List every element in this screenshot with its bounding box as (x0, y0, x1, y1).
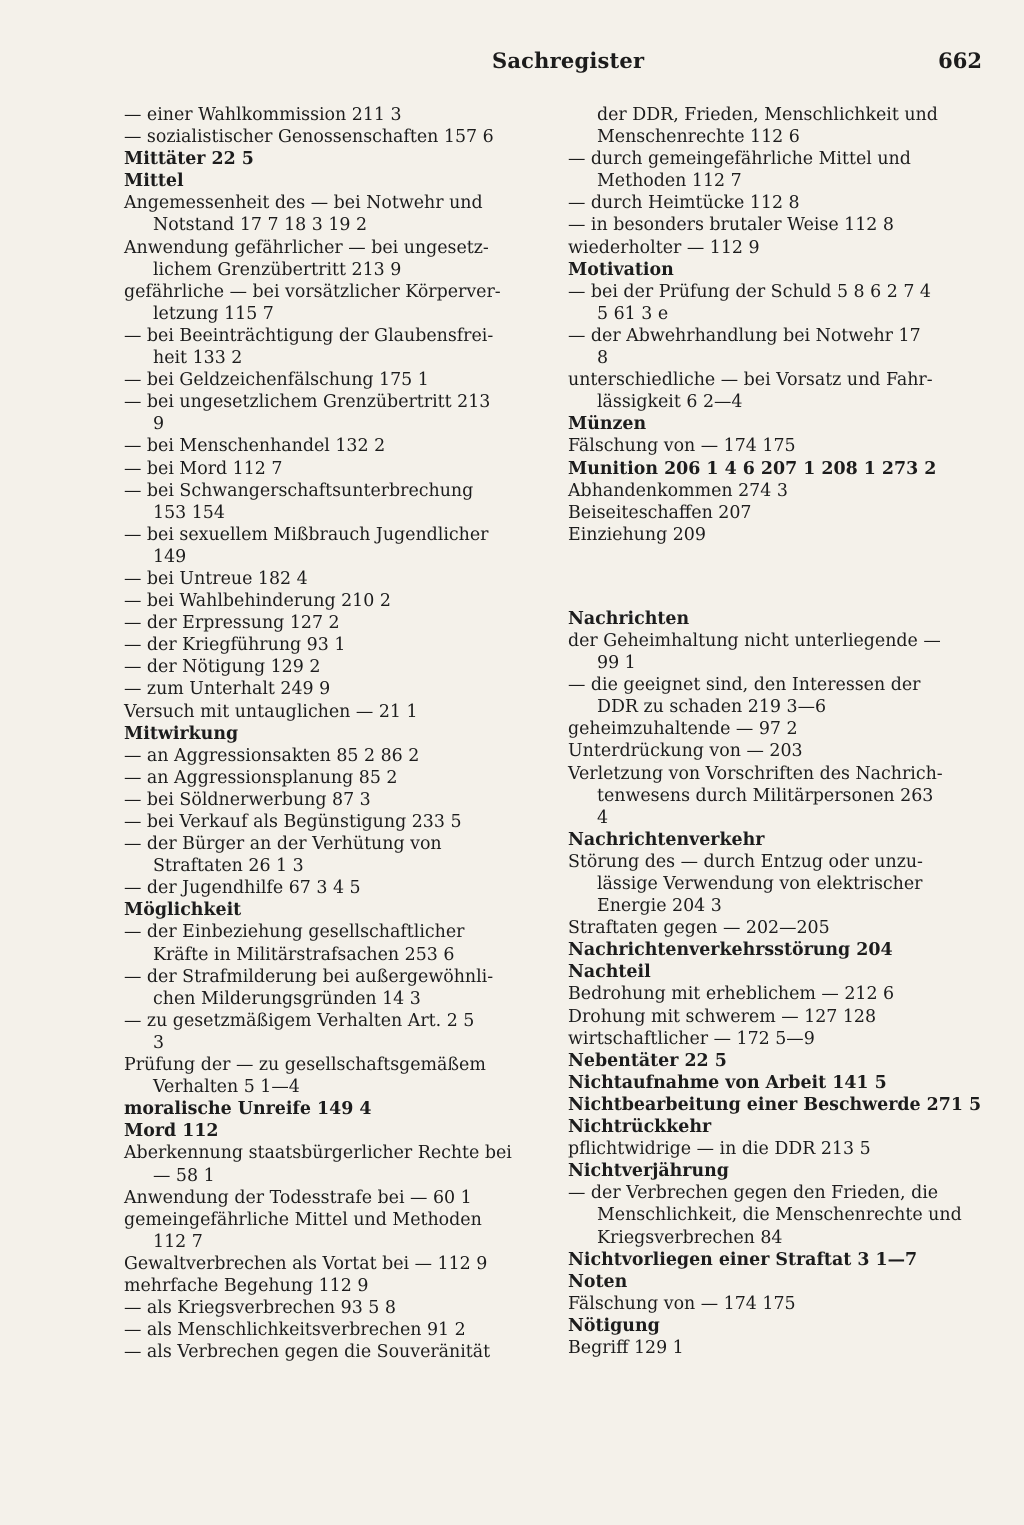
index-entry (124, 524, 544, 546)
index-entry (568, 435, 988, 457)
index-entry-text: lässigkeit 6 2—4 (597, 392, 743, 413)
index-entry (124, 1209, 544, 1231)
index-entry-text: Mittäter 22 5 (124, 149, 254, 170)
index-entry (124, 281, 544, 303)
index-entry-text: Methoden 112 7 (597, 171, 742, 192)
index-entry (568, 630, 988, 652)
index-entry-text: lässige Verwendung von elektrischer (597, 874, 923, 894)
index-entry (568, 873, 988, 895)
index-heading (568, 458, 988, 480)
index-entry (568, 347, 988, 369)
index-entry (124, 988, 544, 1010)
index-entry (568, 281, 988, 303)
index-entry-text: — der Kriegführung 93 1 (124, 635, 346, 656)
index-heading (568, 1271, 988, 1293)
index-entry-text: mehrfache Begehung 112 9 (124, 1275, 369, 1296)
index-entry-text: — bei Beeinträchtigung der Glaubensfrei- (124, 325, 494, 346)
index-entry-text: Einziehung 209 (568, 524, 706, 545)
index-entry (568, 740, 988, 762)
index-entry (124, 612, 544, 634)
index-entry-text: Nötigung (568, 1315, 660, 1336)
index-entry (124, 590, 544, 612)
index-entry (568, 674, 988, 696)
index-column-left (124, 104, 544, 1363)
index-entry (568, 785, 988, 807)
index-heading (124, 723, 544, 745)
index-entry-text: Nachrichtenverkehr (568, 829, 765, 850)
index-entry-text: — sozialistischer Genossenschaften 157 6 (124, 127, 494, 148)
index-entry-text: — bei Mord 112 7 (124, 458, 283, 479)
index-heading (568, 1160, 988, 1182)
index-entry (568, 1204, 988, 1226)
index-entry-text: Prüfung der — zu gesellschaftsgemäßem (124, 1055, 486, 1076)
index-heading (124, 1098, 544, 1120)
index-entry-text: — an Aggressionsakten 85 2 86 2 (124, 745, 420, 766)
index-entry (124, 126, 544, 148)
index-entry (568, 1006, 988, 1028)
index-entry (568, 391, 988, 413)
index-entry-text: geheimzuhaltende — 97 2 (568, 719, 798, 740)
index-entry-text: — bei sexuellem Mißbrauch Jugendlicher (124, 524, 489, 545)
index-entry-text: — bei ungesetzlichem Grenzübertritt 213 (124, 392, 491, 413)
index-entry-text: Notstand 17 7 18 3 19 2 (153, 215, 368, 236)
index-entry-text: Straftaten 26 1 3 (153, 856, 304, 877)
index-entry-text: — bei der Prüfung der Schuld 5 8 6 2 7 4 (568, 281, 931, 302)
index-entry (124, 1275, 544, 1297)
index-entry-text: letzung 115 7 (153, 303, 274, 324)
index-entry (568, 148, 988, 170)
index-entry (568, 170, 988, 192)
index-entry-text: 112 7 (153, 1231, 203, 1252)
index-entry-text: 3 (153, 1032, 165, 1053)
index-entry-text: — an Aggressionsplanung 85 2 (124, 767, 398, 788)
index-entry (124, 656, 544, 678)
index-entry-text: Mitwirkung (124, 723, 239, 744)
index-entry (124, 391, 544, 413)
index-entry (124, 237, 544, 259)
index-entry-text: — bei Untreue 182 4 (124, 568, 308, 589)
index-entry-text: — durch Heimtücke 112 8 (568, 193, 800, 214)
index-entry-text: 5 61 3 e (597, 303, 669, 324)
index-entry-text: Nebentäter 22 5 (568, 1050, 727, 1071)
index-entry (124, 1297, 544, 1319)
index-entry-text: 4 (597, 807, 609, 828)
index-entry-text: — der Nötigung 129 2 (124, 657, 321, 678)
index-entry-text: gefährliche — bei vorsätzlicher Körperver- (124, 281, 501, 302)
index-entry (124, 1032, 544, 1054)
index-entry-text: — der Verbrechen gegen den Frieden, die (568, 1183, 939, 1204)
index-heading (124, 170, 544, 192)
index-entry (568, 696, 988, 718)
index-entry-text: — 58 1 (153, 1165, 215, 1186)
index-entry-text: Bedrohung mit erheblichem — 212 6 (568, 984, 895, 1005)
index-entry-text: Anwendung der Todesstrafe bei — 60 1 (124, 1187, 472, 1208)
index-entry (568, 763, 988, 785)
index-entry (568, 214, 988, 236)
index-entry-text: 149 (153, 546, 187, 567)
index-entry-text: — der Erpressung 127 2 (124, 613, 340, 634)
index-entry (124, 480, 544, 502)
index-entry (124, 435, 544, 457)
index-entry (124, 877, 544, 899)
index-column-right (568, 104, 988, 1359)
index-heading (568, 1249, 988, 1271)
index-entry (124, 1341, 544, 1363)
index-entry (124, 502, 544, 524)
index-entry (568, 369, 988, 391)
index-entry-text: — zu gesetzmäßigem Verhalten Art. 2 5 (124, 1010, 475, 1031)
index-heading (568, 939, 988, 961)
index-entry (568, 524, 988, 546)
index-heading (568, 1116, 988, 1138)
index-entry (124, 568, 544, 590)
index-entry-text: Menschlichkeit, die Menschenrechte und (597, 1205, 962, 1226)
index-entry-text: Verletzung von Vorschriften des Nachrich- (568, 763, 943, 784)
index-entry (568, 1028, 988, 1050)
index-entry-text: Mord 112 (124, 1121, 219, 1142)
index-entry (124, 966, 544, 988)
index-entry (124, 546, 544, 568)
index-entry (568, 1293, 988, 1315)
index-entry-text: Fälschung von — 174 175 (568, 1293, 796, 1314)
index-entry-text: Motivation (568, 259, 674, 280)
index-entry-text: Munition 206 1 4 6 207 1 208 1 273 2 (568, 458, 937, 479)
index-entry-text: — in besonders brutaler Weise 112 8 (568, 215, 894, 236)
index-entry-text: der DDR, Frieden, Menschlichkeit und (597, 105, 938, 125)
index-entry (568, 895, 988, 917)
index-entry-text: — einer Wahlkommission 211 3 (124, 105, 402, 125)
index-entry-text: 9 (153, 414, 165, 435)
index-entry (568, 126, 988, 148)
index-entry-text: Aberkennung staatsbürgerlicher Rechte bei (124, 1143, 512, 1164)
page-number: 662 (938, 48, 982, 73)
index-heading (568, 608, 988, 630)
index-entry-text: Versuch mit untauglichen — 21 1 (124, 701, 418, 722)
index-entry-text: — der Strafmilderung bei außergewöhnli- (124, 966, 494, 987)
index-entry (568, 718, 988, 740)
page-header (0, 48, 1024, 82)
index-entry (568, 480, 988, 502)
index-entry (124, 1187, 544, 1209)
index-entry (124, 833, 544, 855)
index-entry (124, 789, 544, 811)
index-entry (124, 1054, 544, 1076)
index-entry-text: — bei Wahlbehinderung 210 2 (124, 591, 391, 612)
index-entry (568, 851, 988, 873)
index-entry (124, 701, 544, 723)
index-entry (568, 1227, 988, 1249)
index-entry-text: Noten (568, 1271, 628, 1292)
index-entry-text: Angemessenheit des — bei Notwehr und (124, 193, 483, 214)
index-heading (124, 1120, 544, 1142)
index-entry (124, 634, 544, 656)
index-entry-text: — als Menschlichkeitsverbrechen 91 2 (124, 1320, 466, 1341)
index-heading (568, 1072, 988, 1094)
index-entry (124, 944, 544, 966)
index-entry-text: Nachrichten (568, 608, 690, 629)
index-entry (124, 104, 544, 126)
index-entry (124, 325, 544, 347)
index-entry-text: Verhalten 5 1—4 (153, 1077, 300, 1098)
index-entry-text: — die geeignet sind, den Interessen der (568, 675, 921, 696)
index-entry-text: — der Bürger an der Verhütung von (124, 834, 442, 855)
index-heading (124, 899, 544, 921)
index-entry (124, 767, 544, 789)
index-entry (124, 855, 544, 877)
index-entry-text: — der Einbeziehung gesellschaftlicher (124, 922, 465, 943)
index-entry (568, 652, 988, 674)
index-entry-text: Nichtverjährung (568, 1161, 729, 1182)
index-entry-text: Nichtvorliegen einer Straftat 3 1—7 (568, 1249, 918, 1270)
index-entry (124, 745, 544, 767)
index-entry-text: Nichtaufnahme von Arbeit 141 5 (568, 1072, 887, 1093)
index-entry (124, 1231, 544, 1253)
index-entry-text: Nichtrückkehr (568, 1117, 712, 1138)
index-entry (568, 807, 988, 829)
index-entry (124, 1319, 544, 1341)
index-entry-text: — als Verbrechen gegen die Souveränität (124, 1342, 491, 1363)
index-entry-text: 8 (597, 348, 609, 369)
index-entry-text: Straftaten gegen — 202—205 (568, 918, 830, 939)
index-entry-text: Störung des — durch Entzug oder unzu- (568, 851, 923, 872)
index-entry (124, 1253, 544, 1275)
index-entry-text: moralische Unreife 149 4 (124, 1099, 372, 1120)
index-entry (124, 259, 544, 281)
index-entry-text: Kriegsverbrechen 84 (597, 1227, 783, 1248)
index-entry-text: tenwesens durch Militärpersonen 263 (597, 785, 934, 806)
index-entry-text: gemeingefährliche Mittel und Methoden (124, 1209, 482, 1230)
index-entry (124, 192, 544, 214)
index-entry-text: pflichtwidrige — in die DDR 213 5 (568, 1139, 871, 1160)
index-entry (124, 303, 544, 325)
index-entry-text: — als Kriegsverbrechen 93 5 8 (124, 1298, 396, 1319)
index-entry (124, 347, 544, 369)
index-entry (124, 921, 544, 943)
index-entry (568, 502, 988, 524)
index-entry-text: Nachteil (568, 962, 651, 983)
index-entry-text: Anwendung gefährlicher — bei ungesetz- (124, 237, 489, 258)
index-entry-text: unterschiedliche — bei Vorsatz und Fahr- (568, 370, 933, 391)
index-entry (124, 369, 544, 391)
index-entry-text: Mittel (124, 171, 184, 192)
index-heading (124, 148, 544, 170)
index-entry (568, 917, 988, 939)
index-entry-text: Kräfte in Militärstrafsachen 253 6 (153, 944, 455, 965)
index-heading (568, 961, 988, 983)
index-entry-text: 153 154 (153, 502, 225, 523)
index-entry-text: der Geheimhaltung nicht unterliegende — (568, 630, 941, 651)
index-entry (124, 678, 544, 700)
index-entry-text: heit 133 2 (153, 348, 243, 369)
index-entry-text: 99 1 (597, 653, 636, 674)
index-entry (124, 458, 544, 480)
index-entry (568, 303, 988, 325)
index-entry-text: — bei Schwangerschaftsunterbrechung (124, 480, 474, 501)
index-entry-text: wirtschaftlicher — 172 5—9 (568, 1028, 815, 1049)
index-entry (568, 1182, 988, 1204)
index-entry-text: — bei Geldzeichenfälschung 175 1 (124, 370, 429, 391)
index-entry-text: Fälschung von — 174 175 (568, 436, 796, 457)
index-heading (568, 259, 988, 281)
index-entry (124, 1076, 544, 1098)
index-entry (124, 1142, 544, 1164)
index-entry-text: Drohung mit schwerem — 127 128 (568, 1006, 877, 1027)
section-gap (568, 546, 988, 608)
index-entry-text: Nichtbearbeitung einer Beschwerde 271 5 (568, 1094, 982, 1115)
index-entry (568, 325, 988, 347)
index-entry-text: — bei Menschenhandel 132 2 (124, 436, 386, 457)
index-heading (568, 829, 988, 851)
index-entry (568, 237, 988, 259)
index-entry-text: Nachrichtenverkehrsstörung 204 (568, 940, 893, 961)
index-entry (124, 413, 544, 435)
index-entry-text: Beiseiteschaffen 207 (568, 502, 752, 523)
index-entry-text: Abhandenkommen 274 3 (568, 480, 788, 501)
index-entry-text: Menschenrechte 112 6 (597, 127, 800, 148)
index-heading (568, 1050, 988, 1072)
index-entry-text: Möglichkeit (124, 900, 242, 921)
index-entry-text: Münzen (568, 414, 647, 435)
index-entry (124, 214, 544, 236)
index-entry-text: lichem Grenzübertritt 213 9 (153, 259, 402, 280)
index-entry-text: Gewaltverbrechen als Vortat bei — 112 9 (124, 1253, 488, 1274)
index-entry-text: chen Milderungsgründen 14 3 (153, 988, 421, 1009)
index-entry (568, 1138, 988, 1160)
index-entry-text: wiederholter — 112 9 (568, 237, 760, 258)
index-entry (568, 1337, 988, 1359)
running-head-title: Sachregister (492, 48, 645, 73)
index-entry (124, 1010, 544, 1032)
index-heading (568, 1094, 988, 1116)
index-entry-text: — bei Verkauf als Begünstigung 233 5 (124, 812, 462, 832)
index-entry (124, 811, 544, 833)
index-entry (568, 192, 988, 214)
index-entry-text: DDR zu schaden 219 3—6 (597, 697, 827, 718)
index-entry (568, 983, 988, 1005)
index-entry-text: — durch gemeingefährliche Mittel und (568, 149, 911, 170)
index-entry-text: — zum Unterhalt 249 9 (124, 679, 331, 700)
index-entry-text: — der Jugendhilfe 67 3 4 5 (124, 878, 361, 899)
index-entry-text: Energie 204 3 (597, 896, 722, 917)
index-heading (568, 413, 988, 435)
index-entry-text: Unterdrückung von — 203 (568, 741, 803, 762)
index-entry (568, 104, 988, 126)
index-entry-text: — der Abwehrhandlung bei Notwehr 17 (568, 325, 921, 346)
index-entry-text: — bei Söldnerwerbung 87 3 (124, 789, 371, 810)
index-entry-text: Begriff 129 1 (568, 1337, 684, 1358)
index-entry (124, 1165, 544, 1187)
index-heading (568, 1315, 988, 1337)
